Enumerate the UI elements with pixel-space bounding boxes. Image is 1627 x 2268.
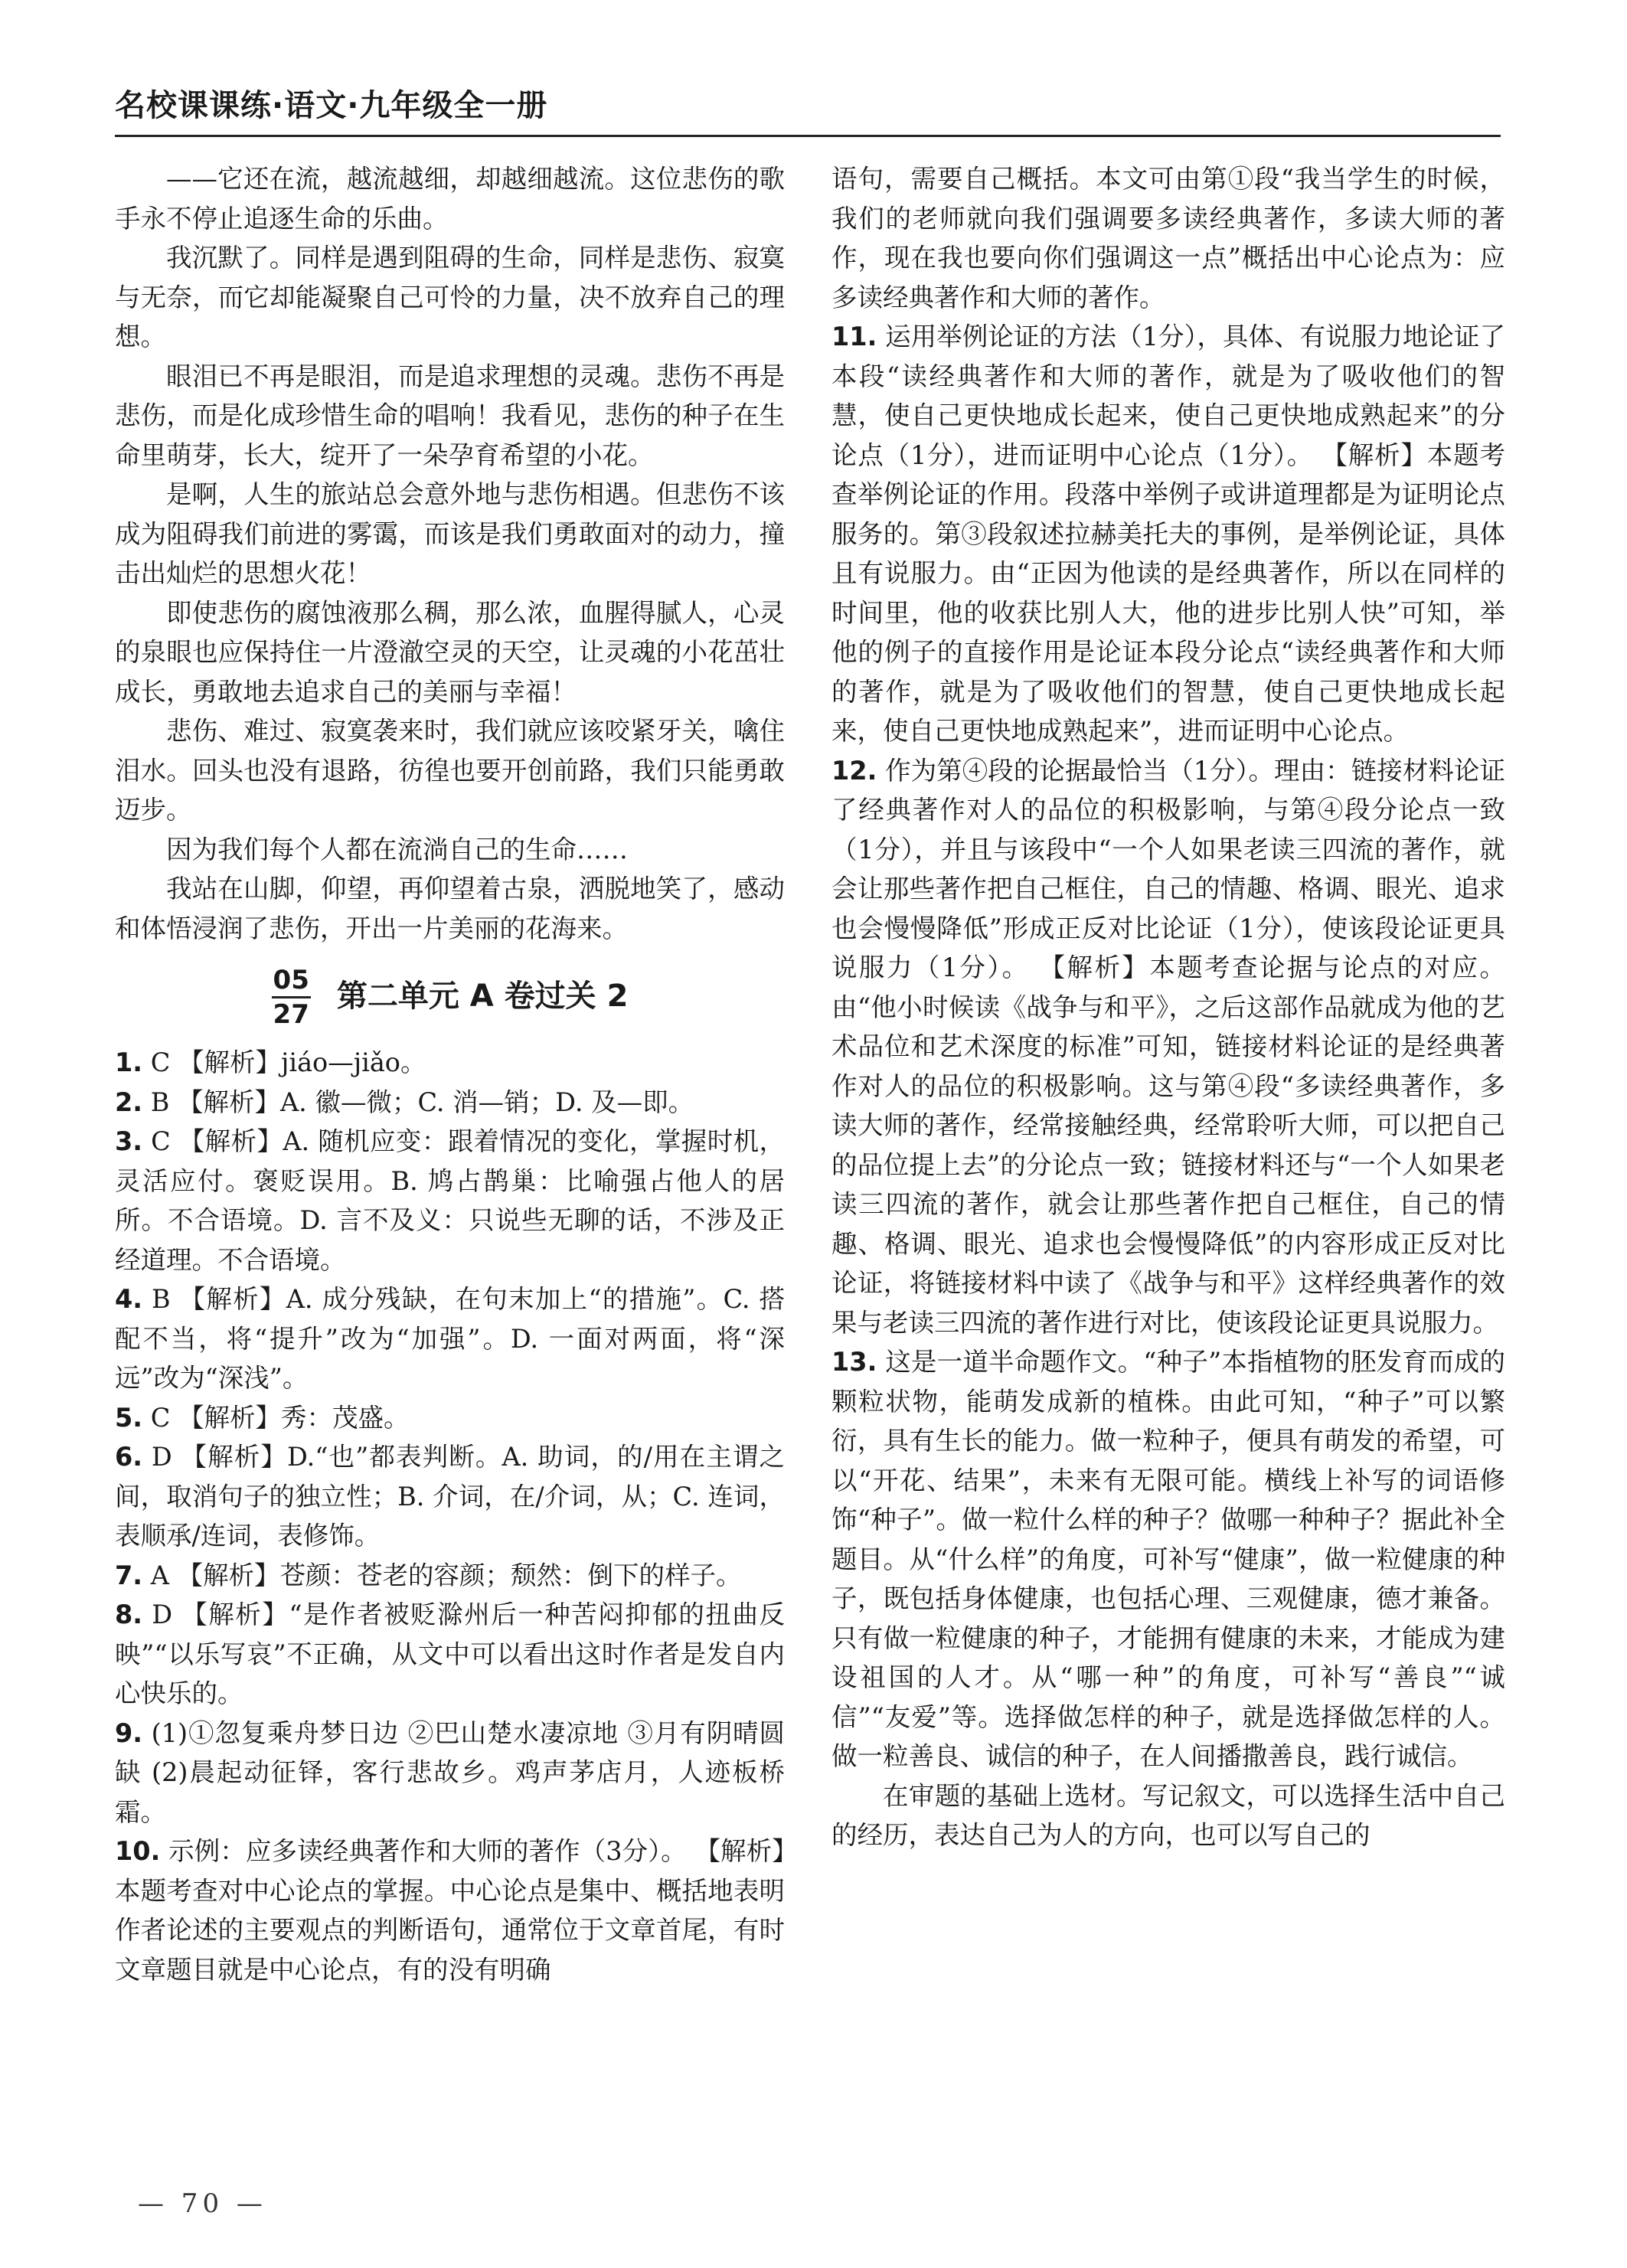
answer-number: 10. xyxy=(115,1836,161,1866)
answer-number: 13. xyxy=(831,1347,877,1377)
answer-text: C 【解析】A. 随机应变：跟着情况的变化，掌握时机，灵活应付。褒贬误用。B. 鸠占鹊巢：比喻强占他人的居所。不合语境。D. 言不及义：只说些无聊的话，不涉及正经道理。不合语境。 xyxy=(115,1126,785,1275)
answer-text: A 【解析】苍颜：苍老的容颜；颓然：倒下的样子。 xyxy=(142,1560,742,1590)
answer-item xyxy=(831,317,1505,751)
answer-item xyxy=(115,1122,785,1279)
section-heading xyxy=(115,959,785,1035)
answer-item xyxy=(115,1556,785,1596)
answer-text: (1)①忽复乘舟梦日边 ②巴山楚水凄凉地 ③月有阴晴圆缺 (2)晨起动征铎，客行悲故乡。鸡声茅店月，人迹板桥霜。 xyxy=(115,1717,785,1827)
section-date-day: 27 xyxy=(273,998,309,1030)
answer-text: C 【解析】秀：茂盛。 xyxy=(142,1402,410,1433)
answer-item xyxy=(115,1595,785,1714)
answer-number: 1. xyxy=(115,1047,143,1077)
answer-number: 9. xyxy=(115,1717,143,1748)
answer-item xyxy=(115,1083,785,1123)
answer-text: B 【解析】A. 徽—微；C. 消—销；D. 及—即。 xyxy=(142,1087,694,1117)
answer-item xyxy=(115,1437,785,1556)
essay-paragraph: 是啊，人生的旅站总会意外地与悲伤相遇。但悲伤不该成为阻碍我们前进的雾霭，而该是我们勇敢面对的动力，撞击出灿烂的思想火花！ xyxy=(115,479,785,588)
answer-number: 6. xyxy=(115,1442,143,1472)
section-date xyxy=(272,966,311,1029)
answer-number: 2. xyxy=(115,1087,143,1117)
essay-paragraph: 因为我们每个人都在流淌自己的生命…… xyxy=(166,834,628,864)
right-column xyxy=(831,159,1505,1855)
answer-number: 11. xyxy=(831,322,877,351)
answer-text: C 【解析】jiáo—jiǎo。 xyxy=(142,1047,426,1077)
answer-text: D 【解析】D.“也”都表判断。A. 助词，的/用在主谓之间，取消句子的独立性；B. 介词，在/介词，从；C. 连词，表顺承/连词，表修饰。 xyxy=(115,1442,785,1551)
answer-item xyxy=(115,1279,785,1398)
answer-item xyxy=(115,1398,785,1438)
essay-paragraph: ——它还在流，越流越细，却越细越流。这位悲伤的歌手永不停止追逐生命的乐曲。 xyxy=(115,164,785,234)
essay-paragraph: 眼泪已不再是眼泪，而是追求理想的灵魂。悲伤不再是悲伤，而是化成珍惜生命的唱响！我看见，悲伤的种子在生命里萌芽，长大，绽开了一朵孕育希望的小花。 xyxy=(115,361,785,470)
answer-number: 12. xyxy=(831,755,877,786)
essay-paragraph: 即使悲伤的腐蚀液那么稠，那么浓，血腥得腻人，心灵的泉眼也应保持住一片澄澈空灵的天空，让灵魂的小花茁壮成长，勇敢地去追求自己的美丽与幸福！ xyxy=(115,597,785,707)
answer-number: 8. xyxy=(115,1600,143,1629)
page-number: — 70 — xyxy=(138,2188,267,2219)
answer-text: 这是一道半命题作文。“种子”本指植物的胚发育而成的颗粒状物，能萌发成新的植株。由此可知，“种子”可以繁衍，具有生长的能力。做一粒种子，便具有萌发的希望，可以“开花、结果”，未来有无限可能。横线上补写的词语修饰“种子”。做一粒什么样的种子？做哪一种种子？据此补全题目。从“什么样”的角度，可补写“健康”，做一粒健康的种子，既包括身体健康，也包括心理、三观健康，德才兼备。只有做一粒健康的种子，才能拥有健康的未来，才能成为建设祖国的人才。从“哪一种”的角度，可补写“善良”“诚信”“友爱”等。选择做怎样的种子，就是选择做怎样的人。做一粒善良、诚信的种子，在人间播撒善良，践行诚信。 xyxy=(831,1347,1505,1771)
answer-text: B 【解析】A. 成分残缺，在句末加上“的措施”。C. 搭配不当，将“提升”改为“加强”。D. 一面对两面，将“深远”改为“深浅”。 xyxy=(115,1284,785,1393)
answer-text: 示例：应多读经典著作和大师的著作（3分）。 【解析】本题考查对中心论点的掌握。中心论点是集中、概括地表明作者论述的主要观点的判断语句，通常位于文章首尾，有时文章题目就是中心论点，有的没有明确 xyxy=(115,1836,785,1985)
answer-number: 3. xyxy=(115,1126,143,1156)
left-column xyxy=(115,159,785,1989)
answer-number: 4. xyxy=(115,1284,143,1314)
answer-number: 5. xyxy=(115,1402,143,1433)
answer-text: 作为第④段的论据最恰当（1分）。理由：链接材料论证了经典著作对人的品位的积极影响，与第④段分论点一致（1分），并且与该段中“一个人如果老读三四流的著作，就会让那些著作把自己框住，自己的情趣、格调、眼光、追求也会慢慢降低”形成正反对比论证（1分），使该段论证更具说服力（1分）。 【解析】本题考查论据与论点的对应。由“他小时候读《战争与和平》，之后这部作品就成为他的艺术品位和艺术深度的标准”可知，链接材料论证的是经典著作对人的品位的积极影响。这与第④段“多读经典著作，多读大师的著作，经常接触经典，经常聆听大师，可以把自己的品位提上去”的分论点一致；链接材料还与“一个人如果老读三四流的著作，就会让那些著作把自己框住，自己的情趣、格调、眼光、追求也会慢慢降低”的内容形成正反对比论证，将链接材料中读了《战争与和平》这样经典著作的效果与老读三四流的著作进行对比，使该段论证更具说服力。 xyxy=(831,755,1505,1338)
answer-text: 运用举例论证的方法（1分），具体、有说服力地论证了本段“读经典著作和大师的著作，就是为了吸收他们的智慧，使自己更快地成长起来，使自己更快地成熟起来”的分论点（1分），进而证明中心论点（1分）。 【解析】本题考查举例论证的作用。段落中举例子或讲道理都是为证明论点服务的。第③段叙述拉赫美托夫的事例，是举例论证，具体且有说服力。由“正因为他读的是经典著作，所以在同样的时间里，他的收获比别人大，他的进步比别人快”可知，举他的例子的直接作用是论证本段分论点“读经典著作和大师的著作，就是为了吸收他们的智慧，使自己更快地成长起来，使自己更快地成熟起来”，进而证明中心论点。 xyxy=(831,322,1505,746)
header-divider xyxy=(115,135,1501,137)
answer-item xyxy=(115,1832,785,1989)
answer-item xyxy=(831,1342,1505,1776)
answer-continuation: 语句，需要自己概括。本文可由第①段“我当学生的时候，我们的老师就向我们强调要多读经典著作，多读大师的著作，现在我也要向你们强调这一点”概括出中心论点为：应多读经典著作和大师的著作。 xyxy=(831,164,1505,312)
answer-text: D 【解析】“是作者被贬滁州后一种苦闷抑郁的扭曲反映”“以乐写哀”不正确，从文中可以看出这时作者是发自内心快乐的。 xyxy=(115,1600,785,1708)
essay-paragraph: 我站在山脚，仰望，再仰望着古泉，洒脱地笑了，感动和体悟浸润了悲伤，开出一片美丽的花海来。 xyxy=(115,874,785,943)
answer-item xyxy=(831,751,1505,1343)
answer-item xyxy=(115,1714,785,1832)
answer-item xyxy=(115,1043,785,1083)
section-date-month: 05 xyxy=(272,966,311,998)
section-title: 第二单元 A 卷过关 2 xyxy=(336,979,629,1015)
answer-number: 7. xyxy=(115,1560,143,1590)
essay-paragraph: 我沉默了。同样是遇到阻碍的生命，同样是悲伤、寂寞与无奈，而它却能凝聚自己可怜的力量，决不放弃自己的理想。 xyxy=(115,243,785,351)
page-header-title: 名校课课练·语文·九年级全一册 xyxy=(115,88,548,123)
essay-paragraph: 悲伤、难过、寂寞袭来时，我们就应该咬紧牙关，噙住泪水。回头也没有退路，彷徨也要开创前路，我们只能勇敢迈步。 xyxy=(115,716,785,825)
answer-paragraph: 在审题的基础上选材。写记叙文，可以选择生活中自己的经历，表达自己为人的方向，也可以写自己的 xyxy=(831,1780,1505,1850)
